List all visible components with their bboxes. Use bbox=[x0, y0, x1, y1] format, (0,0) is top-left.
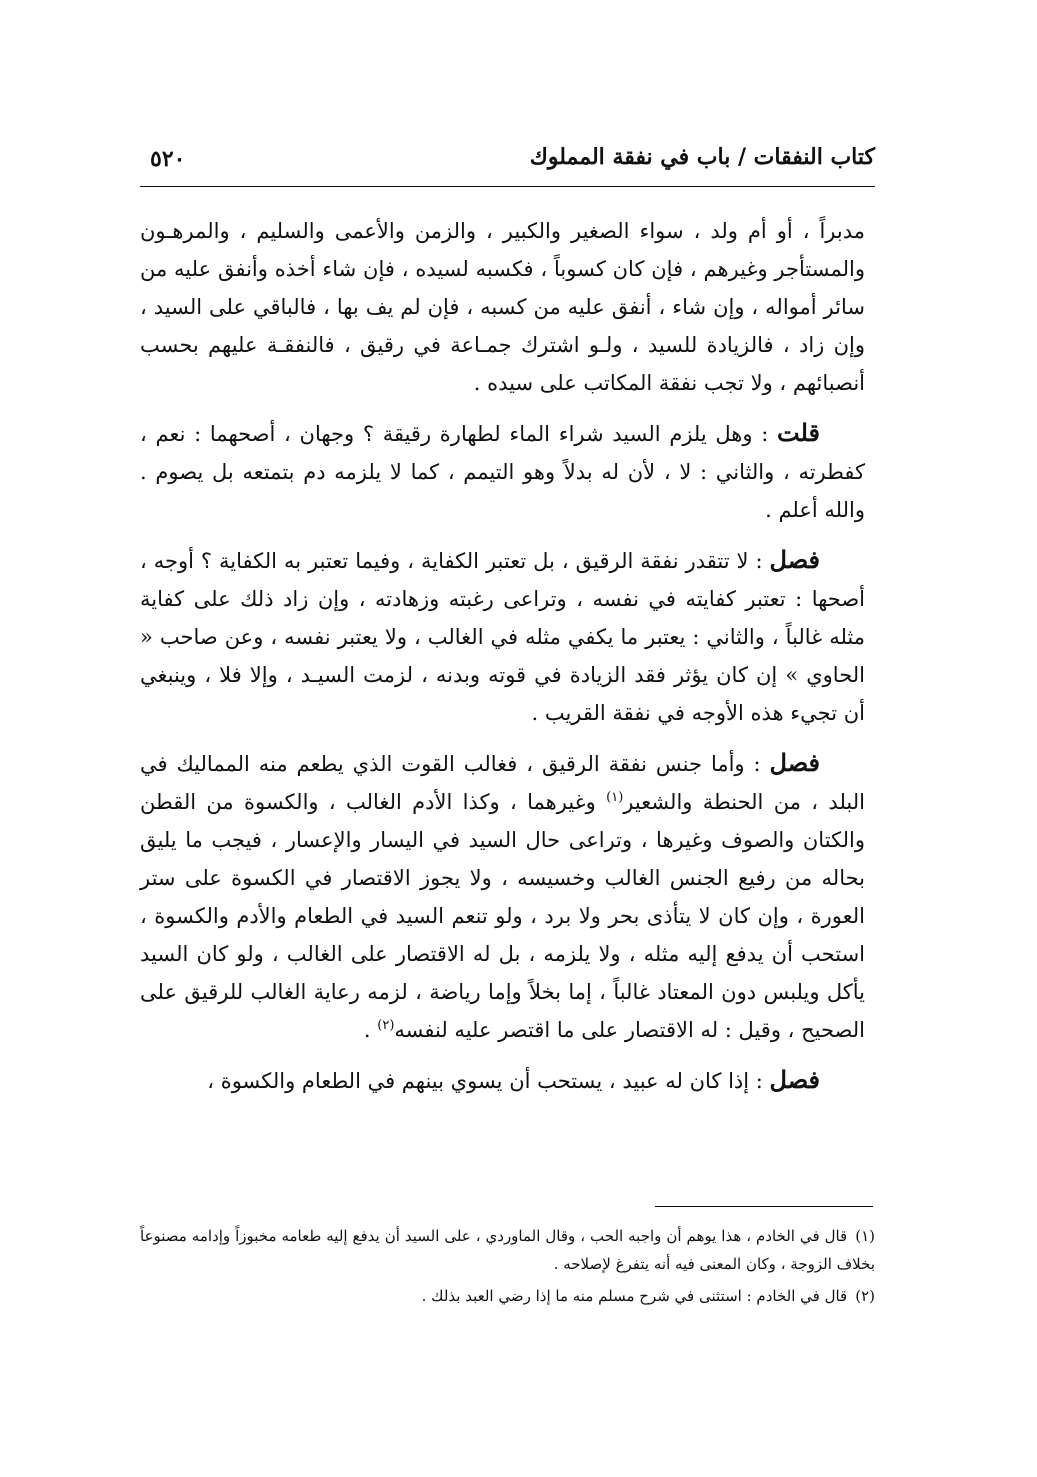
main-text bbox=[140, 212, 865, 1112]
running-header bbox=[140, 140, 875, 180]
paragraph-1-text: مدبراً ، أو أم ولد ، سواء الصغير والكبير ، والزمن والأعمى والسليم ، والمرهـون والمستأجر وغيرهم ، فإن كان كسوباً ، فكسبه لسيده ، فإن شاء أخذه وأنفق عليه من سائر أمواله ، وإن شاء ، أنفق عليه من كسبه ، فإن لم يف بها ، فالباقي على السيد ، وإن زاد ، فالزيادة للسيد ، ولـو اشترك جمـاعة في رقيق ، فالنفقـة عليهم بحسب أنصبائهم ، ولا تجب نفقة المكاتب على سيده . bbox=[140, 219, 865, 395]
footnote-1-text: قال في الخادم ، هذا يوهم أن واجبه الحب ، وقال الماوردي ، على السيد أن يدفع إليه طعامه مخبوزاً وإدامه مصنوعاً بخلاف الزوجة ، وكان المعنى فيه أنه يتفرغ لإصلاحه . bbox=[140, 1227, 875, 1273]
paragraph-5-lead-word: فصل bbox=[769, 1065, 820, 1094]
header-divider bbox=[140, 186, 875, 187]
paragraph-2-text: : وهل يلزم السيد شراء الماء لطهارة رقيقة ؟ وجهان ، أصحهما : نعم ، كفطرته ، والثاني : لا ، لأن له بدلاً وهو التيمم ، كما لا يلزمه دم بتمتعه بل يصوم . والله أعلم . bbox=[140, 422, 865, 522]
paragraph-2-lead-word: قلت bbox=[777, 418, 820, 447]
footnote-2-text: قال في الخادم : استثنى في شرح مسلم منه ما إذا رضي العبد بذلك . bbox=[421, 1287, 848, 1305]
footnote-1 bbox=[140, 1222, 875, 1278]
paragraph-1 bbox=[140, 212, 865, 402]
paragraph-3 bbox=[140, 541, 865, 732]
footnote-ref-2[interactable]: (٢) bbox=[377, 1018, 395, 1033]
footnote-2 bbox=[140, 1282, 875, 1310]
footnote-ref-1[interactable]: (١) bbox=[606, 790, 624, 805]
paragraph-3-text: : لا تتقدر نفقة الرقيق ، بل تعتبر الكفاية ، وفيما تعتبر به الكفاية ؟ أوجه ، أصحها : تعتبر كفايته في نفسه ، وتراعى رغبته وزهادته ، وإن زاد ذلك على كفاية مثله غالباً ، والثاني : يعتبر ما يكفي مثله في الغالب ، ولا يعتبر نفسه ، وعن صاحب « الحاوي » إن كان يؤثر فقد الزيادة في قوته وبدنه ، لزمت السيـد ، وإلا فلا ، وينبغي أن تجيء هذه الأوجه في نفقة القريب . bbox=[140, 549, 865, 725]
paragraph-4 bbox=[140, 744, 865, 1049]
footnote-1-number: (١) bbox=[855, 1227, 875, 1245]
paragraph-4-lead-word: فصل bbox=[769, 748, 820, 777]
footnote-2-number: (٢) bbox=[855, 1287, 875, 1305]
paragraph-4-text-a: : وأما جنس نفقة الرقيق ، فغالب القوت الذي يطعم منه المماليك في البلد ، من الحنطة والشعير bbox=[140, 752, 865, 814]
chapter-title: كتاب النفقات / باب في نفقة المملوك bbox=[529, 144, 875, 170]
paragraph-5 bbox=[140, 1061, 865, 1100]
paragraph-4-text-c: . bbox=[363, 1018, 378, 1042]
paragraph-2 bbox=[140, 414, 865, 529]
paragraph-4-text-b: وغيرهما ، وكذا الأدم الغالب ، والكسوة من القطن والكتان والصوف وغيرها ، وتراعى حال السيد في اليسار والإعسار ، فيجب ما يليق بحاله من رفيع الجنس الغالب وخسيسه ، ولا يجوز الاقتصار في الكسوة على ستر العورة ، وإن كان لا يتأذى بحر ولا برد ، ولو تنعم السيد في الطعام والأدم والكسوة ، استحب أن يدفع إليه مثله ، ولا يلزمه ، بل له الاقتصار على الغالب ، ولو كان السيد يأكل ويلبس دون المعتاد غالباً ، إما بخلاً وإما رياضة ، لزمه رعاية الغالب للرقيق على الصحيح ، وقيل : له الاقتصار على ما اقتصر عليه لنفسه bbox=[140, 790, 865, 1042]
page-number: ٥٢٠ bbox=[150, 146, 186, 172]
paragraph-5-text: : إذا كان له عبيد ، يستحب أن يسوي بينهم في الطعام والكسوة ، bbox=[207, 1069, 770, 1093]
footnote-divider bbox=[655, 1206, 873, 1207]
paragraph-3-lead-word: فصل bbox=[769, 545, 820, 574]
footnotes bbox=[140, 1222, 875, 1314]
